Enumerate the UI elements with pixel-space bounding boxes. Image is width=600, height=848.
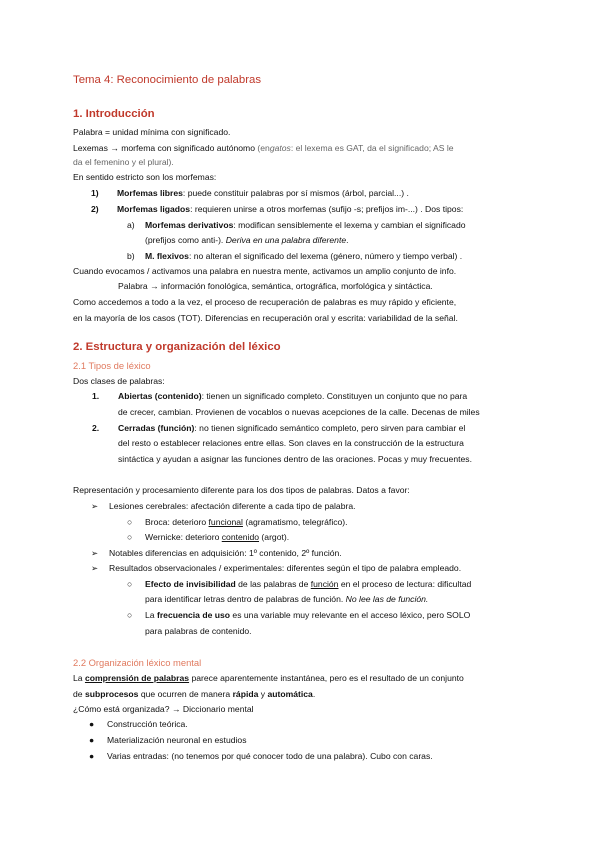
term: Morfemas libres <box>117 188 183 198</box>
text-span: Varias entradas: (no tenemos por qué conocer todo de una palabra). Cubo con caras. <box>107 751 433 761</box>
circle-bullet-icon: ○ <box>127 517 133 527</box>
list-item-continuation: de crecer, cambian. Provienen de vocablos o nuevas acepciones de la calle. Decenas de miles <box>118 407 480 417</box>
paragraph-line: Como accedemos a todo a la vez, el proceso de recuperación de palabras es muy rápido y eficiente, <box>73 297 457 307</box>
text-span: : no alteran el significado del lexema (género, número y tiempo verbal) . <box>188 251 463 261</box>
key-term: rápida <box>232 689 259 699</box>
key-term: comprensión de palabras <box>84 673 190 683</box>
text-span: Wernicke: deterioro <box>145 532 220 542</box>
paragraph-line: Palabra → información fonológica, semántica, ortográfica, morfológica y sintáctica. <box>118 281 433 291</box>
section-heading-estructura: 2. Estructura y organización del léxico <box>73 341 281 353</box>
text-span: y <box>260 689 266 699</box>
paragraph-line: ¿Cómo está organizada? → Diccionario mental <box>73 704 254 714</box>
list-item <box>91 204 463 215</box>
list-item-continuation <box>145 235 349 246</box>
arrow-bullet-icon: ➢ <box>91 548 99 558</box>
circle-item <box>127 579 471 590</box>
arrow-bullet-icon: ➢ <box>91 563 99 573</box>
list-item-continuation: sintáctica y ayudan a asignar las funciones dentro de las oraciones. Pocas y muy frecuentes. <box>118 454 472 464</box>
circle-item <box>127 517 348 528</box>
underlined-term: contenido <box>221 532 260 542</box>
list-item <box>91 188 409 199</box>
bullet-item <box>89 751 433 762</box>
text-span: (argot). <box>261 532 290 542</box>
paragraph-line: Dos clases de palabras: <box>73 376 165 386</box>
list-number: 1) <box>91 188 99 198</box>
paragraph-line: en la mayoría de los casos (TOT). Diferencias en recuperación oral y escrita: variabilidad de la señal. <box>73 313 458 323</box>
text-span: (prefijos como anti-). <box>145 235 224 245</box>
arrow-bullet-icon: ➢ <box>91 501 99 511</box>
underlined-term: funcional <box>208 517 243 527</box>
term: Abiertas (contenido) <box>118 391 202 401</box>
bullet-item <box>89 735 247 746</box>
text-span: : puede constituir palabras por sí mismos (árbol, parcial...) . <box>182 188 409 198</box>
list-item <box>127 220 466 231</box>
key-term: subprocesos <box>84 689 139 699</box>
dot-bullet-icon: ● <box>89 719 95 729</box>
text-span: (agramatismo, telegráfico). <box>245 517 348 527</box>
circle-item <box>127 532 289 543</box>
text-span: es una variable muy relevante en el acceso léxico, pero SOLO <box>232 610 471 620</box>
circle-item-continuation: para palabras de contenido. <box>145 626 252 636</box>
text-span: Materialización neuronal en estudios <box>107 735 247 745</box>
text-span: No lee las de función. <box>345 594 429 604</box>
list-item <box>92 391 467 402</box>
text-span: de <box>73 689 83 699</box>
text-span: gatos <box>269 143 291 153</box>
text-span: : requieren unirse a otros morfemas (sufijo -s; prefijos im-...) . Dos tipos: <box>190 204 464 214</box>
dot-bullet-icon: ● <box>89 751 95 761</box>
bullet-item <box>89 719 188 730</box>
text-span: La <box>73 673 83 683</box>
text-span: . <box>346 235 349 245</box>
text-span: : tienen un significado completo. Constituyen un conjunto que no para <box>201 391 468 401</box>
text-span: La <box>145 610 155 620</box>
paragraph-line: da el femenino y el plural). <box>73 157 174 167</box>
text-span: . <box>312 689 316 699</box>
text-span: Lesiones cerebrales: afectación diferente a cada tipo de palabra. <box>109 501 356 511</box>
paragraph-line <box>73 143 454 154</box>
list-item <box>127 251 462 262</box>
text-span: parece aparentemente instantánea, pero es el resultado de un conjunto <box>191 673 464 683</box>
arrow-item <box>91 501 356 512</box>
list-letter: a) <box>127 220 135 230</box>
arrow-item <box>91 548 342 559</box>
term: frecuencia de uso <box>156 610 231 620</box>
subsection-heading: 2.1 Tipos de léxico <box>73 360 151 371</box>
arrow-item <box>91 563 461 574</box>
text-span: Notables diferencias en adquisición: 1º contenido, 2º función. <box>109 548 342 558</box>
text-span: Lexemas → morfema con significado autónomo <box>73 143 255 153</box>
text-span: : no tienen significado semántico completo, pero sirven para cambiar el <box>194 423 466 433</box>
page-title: Tema 4: Reconocimiento de palabras <box>73 74 262 86</box>
term: Morfemas derivativos <box>145 220 234 230</box>
list-letter: b) <box>127 251 135 261</box>
text-span: Broca: deterioro <box>145 517 207 527</box>
text-span: : modifican sensiblemente el lexema y cambian el significado <box>233 220 466 230</box>
paragraph-line: Cuando evocamos / activamos una palabra en nuestra mente, activamos un amplio conjunto de info. <box>73 266 457 276</box>
paragraph-line: En sentido estricto son los morfemas: <box>73 172 217 182</box>
list-number: 1. <box>92 391 100 401</box>
text-span: en el proceso de lectura: dificultad <box>340 579 472 589</box>
term: Efecto de invisibilidad <box>145 579 236 589</box>
text-span: que ocurren de manera <box>140 689 231 699</box>
circle-bullet-icon: ○ <box>127 532 133 542</box>
text-span: (en <box>257 143 270 153</box>
list-number: 2. <box>92 423 100 433</box>
text-span: Construcción teórica. <box>107 719 188 729</box>
paragraph-line <box>73 689 315 700</box>
underlined-term: función <box>310 579 339 589</box>
term: M. flexivos <box>145 251 189 261</box>
paragraph-line: Palabra = unidad mínima con significado. <box>73 127 231 137</box>
text-span: para identificar letras dentro de palabras de función. <box>145 594 344 604</box>
text-span: Resultados observacionales / experimentales: diferentes según el tipo de palabra empleado. <box>109 563 462 573</box>
paragraph-line <box>73 673 464 684</box>
text-span: : el lexema es GAT, da el significado; AS le <box>290 143 454 153</box>
subsection-heading: 2.2 Organización léxico mental <box>73 657 202 668</box>
term: Cerradas (función) <box>118 423 195 433</box>
text-span: Deriva en una palabra diferente <box>225 235 347 245</box>
circle-bullet-icon: ○ <box>127 579 133 589</box>
circle-item-continuation <box>145 594 428 605</box>
list-item <box>92 423 465 434</box>
dot-bullet-icon: ● <box>89 735 95 745</box>
list-number: 2) <box>91 204 99 214</box>
term: Morfemas ligados <box>117 204 191 214</box>
circle-item <box>127 610 470 621</box>
circle-bullet-icon: ○ <box>127 610 133 620</box>
list-item-continuation: del resto o establecer relaciones entre ellas. Son claves en la construcción de la estructura <box>118 438 464 448</box>
text-span: de las palabras de <box>238 579 309 589</box>
paragraph-line: Representación y procesamiento diferente para los dos tipos de palabras. Datos a favor: <box>73 485 410 495</box>
section-heading-introduccion: 1. Introducción <box>73 108 155 120</box>
key-term: automática <box>267 689 313 699</box>
